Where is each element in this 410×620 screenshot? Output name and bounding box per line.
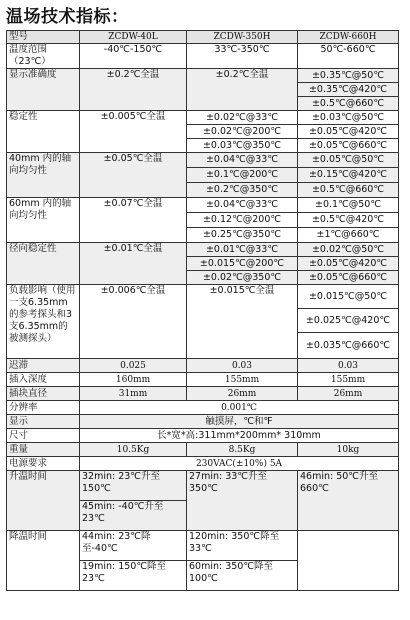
cooling-m3 [298, 531, 399, 591]
cooling-m1-b: 19min: 150℃降至23℃ [80, 561, 187, 591]
radial-label: 径向稳定性 [7, 243, 80, 285]
range-label: 温度范围（23℃） [7, 44, 80, 69]
table-row [7, 429, 399, 443]
stability-label: 稳定性 [7, 111, 80, 153]
table-row [7, 69, 399, 83]
heating-m1-b: 45min: -40℃升至23℃ [80, 501, 187, 531]
size-value: 长*宽*高:311mm*200mm* 310mm [80, 429, 399, 443]
radial-m3-a: ±0.02℃@50℃ [298, 243, 399, 257]
table-header-row [7, 31, 399, 44]
size-label: 尺寸 [7, 429, 80, 443]
uniform60-m2-b: ±0.12℃@200℃ [187, 213, 298, 228]
depth-m2: 155mm [187, 373, 298, 387]
heating-m1-a: 32min: 23℃升至150℃ [80, 471, 187, 501]
diameter-m1: 31mm [80, 387, 187, 401]
heating-m2: 27min: 33℃升至350℃ [187, 471, 298, 531]
depth-m3: 155mm [298, 373, 399, 387]
loading-m2: ±0.015℃全温 [187, 285, 298, 359]
resolution-value: 0.001℃ [80, 401, 399, 415]
radial-m2-a: ±0.01℃@33℃ [187, 243, 298, 257]
loading-m3-c: ±0.035℃@660℃ [298, 333, 399, 359]
model-label: 型号 [7, 31, 80, 44]
weight-label: 重量 [7, 443, 80, 457]
range-m2: 33℃-350℃ [187, 44, 298, 69]
table-row [7, 153, 399, 168]
depth-label: 插入深度 [7, 373, 80, 387]
table-row [7, 243, 399, 257]
hysteresis-m1: 0.025 [80, 359, 187, 373]
radial-m2-c: ±0.02℃@350℃ [187, 271, 298, 285]
uniform40-m3-b: ±0.15℃@420℃ [298, 168, 399, 183]
accuracy-m3-a: ±0.35℃@50℃ [298, 69, 399, 83]
power-value: 230VAC(±10%) 5A [80, 457, 399, 471]
loading-m3-a: ±0.015℃@50℃ [298, 285, 399, 309]
model-3: ZCDW-660H [298, 31, 399, 44]
stability-m3-b: ±0.05℃@420℃ [298, 125, 399, 139]
cooling-m1-a: 44min: 23℃降至-40℃ [80, 531, 187, 561]
table-row [7, 471, 399, 501]
accuracy-m1: ±0.2℃全温 [80, 69, 187, 111]
weight-m2: 8.5Kg [187, 443, 298, 457]
resolution-label: 分辨率 [7, 401, 80, 415]
uniform40-m2-b: ±0.1℃@200℃ [187, 168, 298, 183]
hysteresis-label: 迟滞 [7, 359, 80, 373]
table-row [7, 285, 399, 309]
uniform60-m2-a: ±0.04℃@33℃ [187, 198, 298, 213]
page-title: 温场技术指标： [6, 7, 129, 27]
display-label: 显示 [7, 415, 80, 429]
uniform60-m3-a: ±0.1℃@50℃ [298, 198, 399, 213]
table-row [7, 373, 399, 387]
table-row [7, 457, 399, 471]
stability-m2-a: ±0.02℃@33℃ [187, 111, 298, 125]
table-row [7, 198, 399, 213]
spec-table [6, 30, 399, 591]
accuracy-label: 显示准确度 [7, 69, 80, 111]
table-row [7, 44, 399, 69]
range-m3: 50℃-660℃ [298, 44, 399, 69]
loading-label: 负载影响（使用一支6.35mm的参考探头和3支6.35mm的被测探头） [7, 285, 80, 359]
uniform40-m2-a: ±0.04℃@33℃ [187, 153, 298, 168]
table-row [7, 359, 399, 373]
accuracy-m3-b: ±0.35℃@420℃ [298, 83, 399, 97]
model-2: ZCDW-350H [187, 31, 298, 44]
weight-m1: 10.5Kg [80, 443, 187, 457]
display-value: 触摸屏，℃和℉ [80, 415, 399, 429]
depth-m1: 160mm [80, 373, 187, 387]
cooling-label: 降温时间 [7, 531, 80, 591]
uniform60-m3-c: ±1℃@660℃ [298, 228, 399, 243]
stability-m1: ±0.005℃全温 [80, 111, 187, 153]
cooling-m2-b: 60min: 350℃降至100℃ [187, 561, 298, 591]
table-row [7, 415, 399, 429]
loading-m3-b: ±0.025℃@420℃ [298, 309, 399, 333]
radial-m3-c: ±0.05℃@660℃ [298, 271, 399, 285]
radial-m3-b: ±0.05℃@420℃ [298, 257, 399, 271]
range-m1: -40℃-150℃ [80, 44, 187, 69]
table-row [7, 401, 399, 415]
uniform60-label: 60mm 内的轴向均匀性 [7, 198, 80, 243]
power-label: 电源要求 [7, 457, 80, 471]
heating-label: 升温时间 [7, 471, 80, 531]
diameter-label: 插块直径 [7, 387, 80, 401]
stability-m3-c: ±0.05℃@660℃ [298, 139, 399, 153]
hysteresis-m2: 0.03 [187, 359, 298, 373]
stability-m2-b: ±0.02℃@200℃ [187, 125, 298, 139]
stability-m2-c: ±0.03℃@350℃ [187, 139, 298, 153]
table-row [7, 387, 399, 401]
table-row [7, 111, 399, 125]
diameter-m2: 26mm [187, 387, 298, 401]
uniform40-m3-c: ±0.5℃@660℃ [298, 183, 399, 198]
diameter-m3: 26mm [298, 387, 399, 401]
hysteresis-m3: 0.03 [298, 359, 399, 373]
radial-m1: ±0.01℃全温 [80, 243, 187, 285]
uniform60-m1: ±0.07℃全温 [80, 198, 187, 243]
uniform60-m2-c: ±0.25℃@350℃ [187, 228, 298, 243]
uniform60-m3-b: ±0.5℃@420℃ [298, 213, 399, 228]
accuracy-m3-c: ±0.5℃@660℃ [298, 97, 399, 111]
uniform40-m3-a: ±0.05℃@50℃ [298, 153, 399, 168]
uniform40-m1: ±0.05℃全温 [80, 153, 187, 198]
heating-m3: 46min: 50℃升至660℃ [298, 471, 399, 531]
uniform40-label: 40mm 内的轴向均匀性 [7, 153, 80, 198]
uniform40-m2-c: ±0.2℃@350℃ [187, 183, 298, 198]
radial-m2-b: ±0.015℃@200℃ [187, 257, 298, 271]
cooling-m2-a: 120min: 350℃降至33℃ [187, 531, 298, 561]
table-row [7, 531, 399, 561]
accuracy-m2: ±0.2℃全温 [187, 69, 298, 111]
table-row [7, 443, 399, 457]
stability-m3-a: ±0.03℃@50℃ [298, 111, 399, 125]
weight-m3: 10kg [298, 443, 399, 457]
model-1: ZCDW-40L [80, 31, 187, 44]
loading-m1: ±0.006℃全温 [80, 285, 187, 359]
